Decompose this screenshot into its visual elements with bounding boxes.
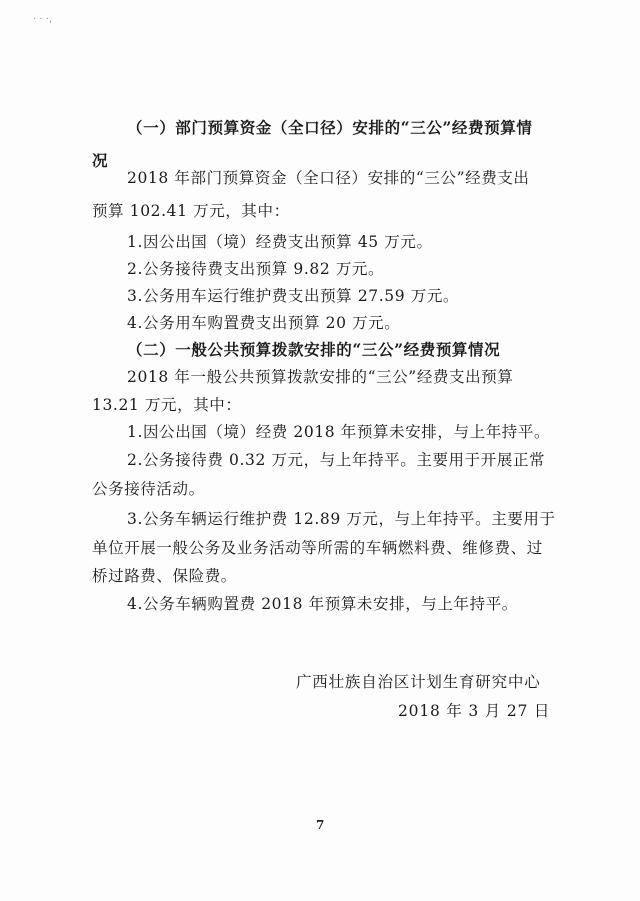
section2-item-4: 4.公务车辆购置费 2018 年预算未安排，与上年持平。 bbox=[127, 595, 518, 613]
section2-heading: （二）一般公共预算拨款安排的“三公”经费预算情况 bbox=[127, 340, 501, 359]
section2-item-2-line1: 2.公务接待费 0.32 万元，与上年持平。主要用于开展正常 bbox=[127, 451, 546, 469]
section1-intro-line2: 预算 102.41 万元，其中： bbox=[92, 202, 290, 220]
section2-item-3-line2: 单位开展一般公务及业务活动等所需的车辆燃料费、维修费、过 bbox=[92, 539, 543, 557]
section1-heading-line1: （一）部门预算资金（全口径）安排的“三公”经费预算情 bbox=[127, 118, 533, 137]
section2-item-1: 1.因公出国（境）经费 2018 年预算未安排，与上年持平。 bbox=[127, 423, 551, 441]
section2-item-2-line2: 公务接待活动。 bbox=[92, 480, 205, 498]
section2-item-3-line1: 3.公务车辆运行维护费 12.89 万元，与上年持平。主要用于 bbox=[127, 510, 556, 528]
scan-marks: · · ·‚ bbox=[33, 14, 53, 25]
section1-intro-line1: 2018 年部门预算资金（全口径）安排的“三公”经费支出 bbox=[127, 169, 530, 187]
section1-item-3: 3.公务用车运行维护费支出预算 27.59 万元。 bbox=[127, 287, 460, 305]
signature-organization: 广西壮族自治区计划生育研究中心 bbox=[296, 673, 541, 691]
section1-item-2: 2.公务接待费支出预算 9.82 万元。 bbox=[127, 260, 385, 278]
section1-heading-line2: 况 bbox=[92, 151, 109, 170]
section1-item-1: 1.因公出国（境）经费支出预算 45 万元。 bbox=[127, 233, 433, 251]
section1-item-4: 4.公务用车购置费支出预算 20 万元。 bbox=[127, 314, 401, 332]
section2-intro-line2: 13.21 万元，其中： bbox=[92, 396, 242, 414]
section2-intro-line1: 2018 年一般公共预算拨款安排的“三公”经费支出预算 bbox=[127, 368, 514, 386]
page-number: 7 bbox=[316, 818, 325, 832]
section2-item-3-line3: 桥过路费、保险费。 bbox=[92, 567, 237, 585]
signature-date: 2018 年 3 月 27 日 bbox=[398, 702, 551, 720]
